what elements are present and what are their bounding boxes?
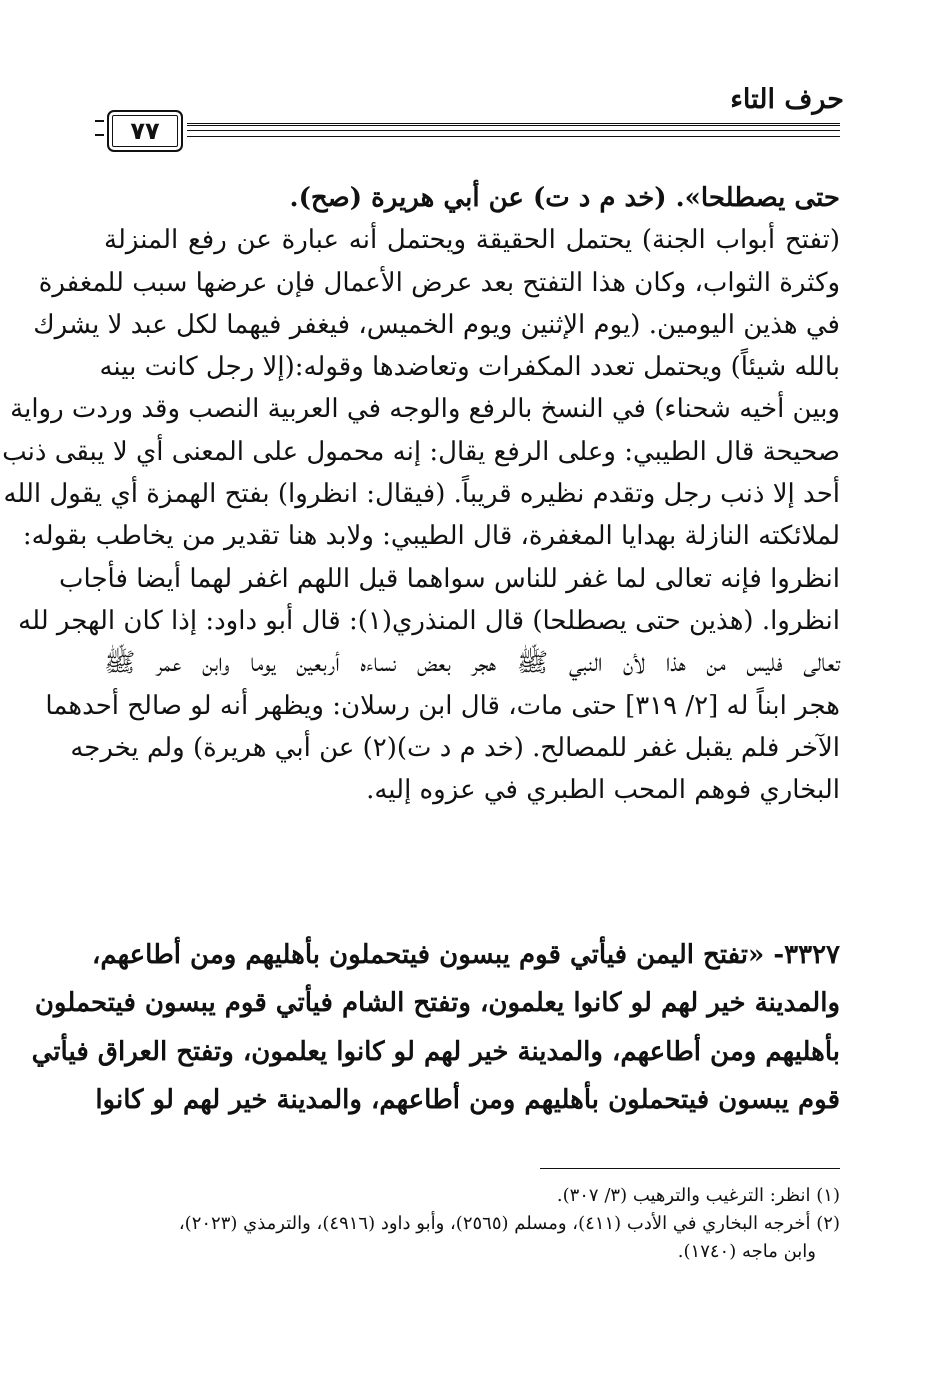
page-number: ٧٧: [107, 110, 183, 152]
running-title: حرف التاء: [730, 84, 844, 115]
footnotes: [104, 1182, 840, 1266]
text-line: بالله شيئاً) ويحتمل تعدد المكفرات وتعاضدها وقوله:(إلا رجل كانت بينه: [99, 352, 840, 383]
text-line: البخاري فوهم المحب الطبري في عزوه إليه.: [366, 775, 840, 806]
footnote: (١) انظر: الترغيب والترهيب (٣/ ٣٠٧).: [556, 1185, 840, 1206]
text-line: وكثرة الثواب، وكان هذا التفتح بعد عرض الأعمال فإن عرضها سبب للمغفرة: [38, 267, 840, 298]
text-line: بأهليهم ومن أطاعهم، والمدينة خير لهم لو كانوا يعلمون، وتفتح العراق فيأتي: [31, 1036, 840, 1067]
header-divider: [187, 123, 840, 137]
footnote-divider: [540, 1168, 840, 1169]
text-line: أحد إلا ذنب رجل وتقدم نظيره قريباً. (فيقال: انظروا) بفتح الهمزة أي يقول الله: [3, 479, 840, 510]
text-line: انظروا. (هذين حتى يصطلحا) قال المنذري(١): قال أبو داود: إذا كان الهجر لله: [18, 605, 840, 636]
text-line: (تفتح أبواب الجنة) يحتمل الحقيقة ويحتمل أنه عبارة عن رفع المنزلة: [104, 225, 840, 256]
text-line: في هذين اليومين. (يوم الإثنين ويوم الخميس، فيغفر فيهما لكل عبد لا يشرك: [33, 309, 840, 340]
text-line: قوم يبسون فيتحملون بأهليهم ومن أطاعهم، والمدينة خير لهم لو كانوا: [95, 1084, 840, 1115]
page-number-ornament: [95, 120, 104, 136]
text-line: حتى يصطلحا». (خد م د ت) عن أبي هريرة (صح).: [289, 183, 840, 213]
text-line: الآخر فلم يقبل غفر للمصالح. (خد م د ت)(٢) عن أبي هريرة) ولم يخرجه: [70, 732, 840, 763]
commentary-text: [2, 177, 840, 811]
text-line: صحيحة قال الطيبي: وعلى الرفع يقال: إنه محمول على المعنى أي لا يبقى ذنب: [2, 436, 840, 467]
text-line: تعالى فليس من هذا لأن النبي ﷺ هجر بعض نساءه أربعين يوما وابن عمر ﷺ: [104, 648, 840, 679]
footnote-continuation: وابن ماجه (١٧٤٠).: [677, 1241, 816, 1262]
text-line: وبين أخيه شحناء) في النسخ بالرفع والوجه في العربية النصب وقد وردت رواية: [10, 394, 840, 425]
hadith-text: [31, 931, 840, 1124]
text-line: ٣٣٢٧- «تفتح اليمن فيأتي قوم يبسون فيتحملون بأهليهم ومن أطاعهم،: [91, 940, 840, 970]
text-line: لملائكته النازلة بهدايا المغفرة، قال الطيبي: ولابد هنا تقدير من يخاطب بقوله:: [22, 521, 840, 552]
text-line: انظروا فإنه تعالى لما غفر للناس سواهما قيل اللهم اغفر لهما أيضا فأجاب: [59, 563, 840, 594]
footnote: (٢) أخرجه البخاري في الأدب (٤١١)، ومسلم (٢٥٦٥)، وأبو داود (٤٩١٦)، والترمذي (٢٠٢٣)،: [178, 1213, 840, 1234]
text-line: والمدينة خير لهم لو كانوا يعلمون، وتفتح الشام فيأتي قوم يبسون فيتحملون: [34, 988, 840, 1019]
text-line: هجر ابناً له [٢/ ٣١٩] حتى مات، قال ابن رسلان: ويظهر أنه لو صالح أحدهما: [45, 690, 840, 721]
header-rule: [95, 108, 840, 153]
